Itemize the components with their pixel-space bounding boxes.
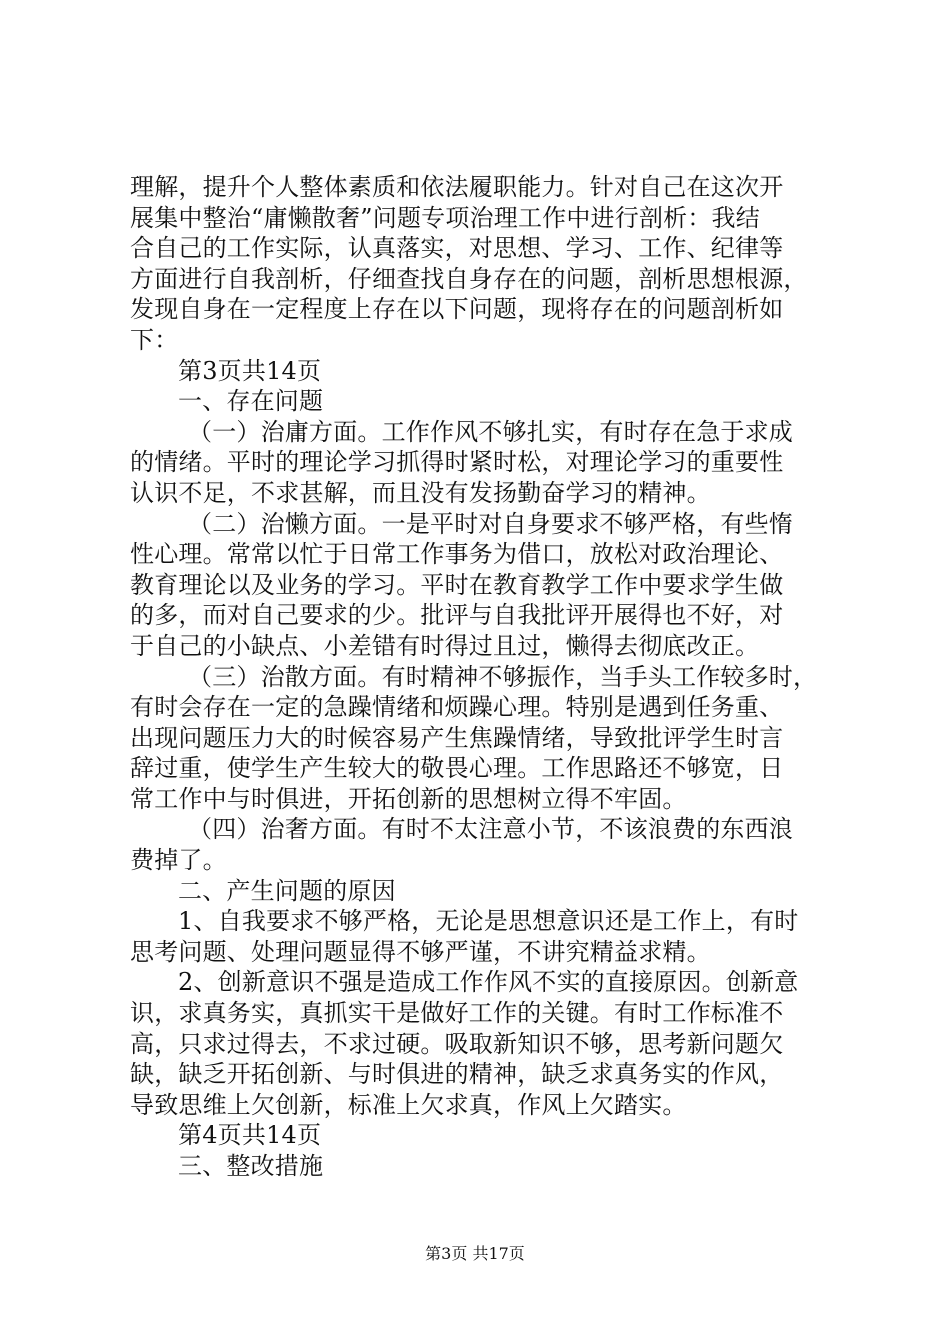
text-line: 缺，缺乏开拓创新、与时俱进的精神，缺乏求真务实的作风，: [130, 1060, 784, 1089]
text-line: 理解，提升个人整体素质和依法履职能力。针对自己在这次开: [130, 173, 784, 201]
text-line: 的多，而对自己要求的少。批评与自我批评开展得也不好，对: [130, 601, 784, 630]
text-line: 发现自身在一定程度上存在以下问题，现将存在的问题剖析如: [130, 295, 784, 324]
paragraph-start: （四）治奢方面。有时不太注意小节，不该浪费的东西浪: [188, 815, 793, 844]
text-line: 合自己的工作实际，认真落实，对思想、学习、工作、纪律等: [130, 234, 784, 263]
text-line: 导致思维上欠创新，标准上欠求真，作风上欠踏实。: [130, 1090, 687, 1119]
text-line: 费掉了。: [130, 846, 227, 875]
text-line: 常工作中与时俱进，开拓创新的思想树立得不牢固。: [130, 784, 687, 813]
paragraph-start: （一）治庸方面。工作作风不够扎实，有时存在急于求成: [188, 417, 793, 446]
inline-page-marker: 第4页共14页: [178, 1121, 322, 1150]
document-body: [130, 172, 830, 1182]
section-heading: 三、整改措施: [178, 1152, 324, 1180]
page-footer: 第3页 共17页: [425, 1244, 525, 1263]
text-line: 识，求真务实，真抓实干是做好工作的关键。有时工作标准不: [130, 999, 784, 1028]
text-line: 教育理论以及业务的学习。平时在教育教学工作中要求学生做: [130, 570, 784, 599]
text-line: 思考问题、处理问题显得不够严谨，不讲究精益求精。: [130, 937, 711, 966]
paragraph-start: 1、自我要求不够严格，无论是思想意识还是工作上，有时: [178, 907, 799, 936]
section-heading: 一、存在问题: [178, 387, 324, 416]
text-line: 高，只求过得去，不求过硬。吸取新知识不够，思考新问题欠: [130, 1029, 784, 1058]
text-line: 性心理。常常以忙于日常工作事务为借口，放松对政治理论、: [130, 540, 784, 569]
text-line: 下：: [130, 325, 179, 354]
text-line: 方面进行自我剖析，仔细查找自身存在的问题，剖析思想根源，: [130, 264, 808, 293]
section-heading: 二、产生问题的原因: [178, 876, 396, 905]
paragraph-start: （三）治散方面。有时精神不够振作，当手头工作较多时，: [188, 662, 818, 691]
text-line: 的情绪。平时的理论学习抓得时紧时松，对理论学习的重要性: [130, 448, 784, 477]
paragraph-start: （二）治懒方面。一是平时对自身要求不够严格，有些惰: [188, 509, 793, 538]
paragraph-start: 2、创新意识不强是造成工作作风不实的直接原因。创新意: [178, 968, 799, 997]
text-line: 出现问题压力大的时候容易产生焦躁情绪，导致批评学生时言: [130, 723, 784, 752]
text-line: 有时会存在一定的急躁情绪和烦躁心理。特别是遇到任务重、: [130, 693, 784, 722]
text-line: 辞过重，使学生产生较大的敬畏心理。工作思路还不够宽，日: [130, 754, 784, 783]
text-line: 认识不足，不求甚解，而且没有发扬勤奋学习的精神。: [130, 478, 711, 507]
text-line: 于自己的小缺点、小差错有时得过且过，懒得去彻底改正。: [130, 631, 760, 660]
inline-page-marker: 第3页共14页: [178, 356, 322, 385]
text-line: 展集中整治“庸懒散奢”问题专项治理工作中进行剖析：我结: [130, 203, 760, 232]
